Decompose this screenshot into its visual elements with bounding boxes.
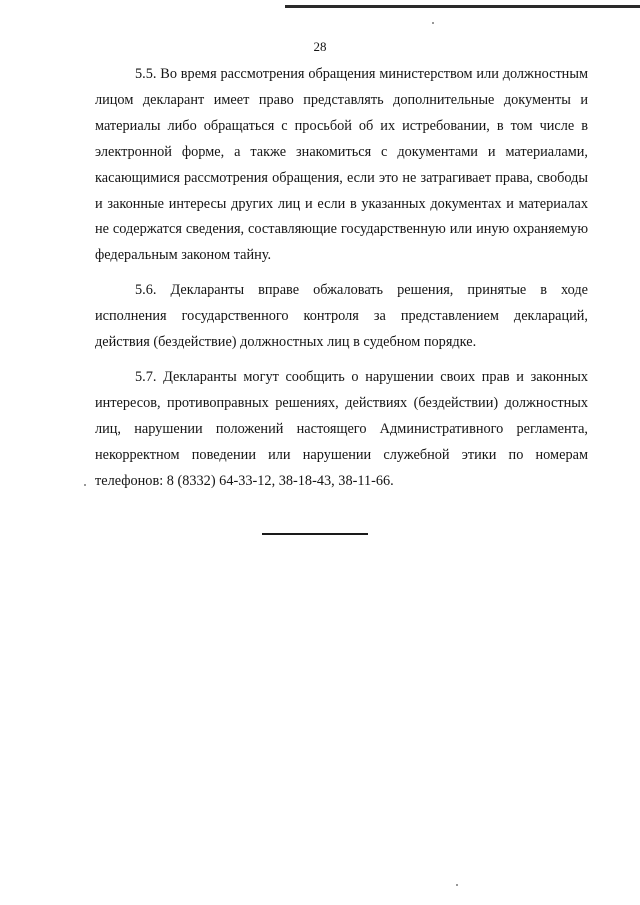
document-body — [95, 62, 588, 504]
paragraph-5-7: 5.7. Декларанты могут сообщить о нарушении своих прав и законных интересов, противоправных решениях, действиях (бездействии) должностных лиц, нарушении положений настоящего Административного регламента, некорректном поведении или нарушении служебной этики по номерам телефонов: 8 (8332) 64-33-12, 38-18-43, 38-11-66. — [95, 368, 588, 489]
closing-rule — [262, 533, 368, 535]
scan-speck — [84, 484, 86, 486]
scan-speck — [456, 884, 458, 886]
scan-edge-line — [285, 5, 640, 8]
paragraph-5-5: 5.5. Во время рассмотрения обращения министерством или должностным лицом декларант имеет право представлять дополнительные документы и материалы либо обращаться с просьбой об их истребовании, в том числе в электронной форме, а также знакомиться с документами и материалами, касающимися рассмотрения обращения, если это не затрагивает права, свободы и законные интересы других лиц и если в указанных документах и материалах не содержатся сведения, составляющие государственную или иную охраняемую федеральным законом тайну. — [95, 66, 588, 264]
scan-speck — [432, 22, 434, 24]
page-number: 28 — [313, 39, 327, 54]
paragraph-5-6: 5.6. Декларанты вправе обжаловать решения, принятые в ходе исполнения государственного контроля за представлением деклараций, действия (бездействие) должностных лиц в судебном порядке. — [95, 282, 588, 351]
